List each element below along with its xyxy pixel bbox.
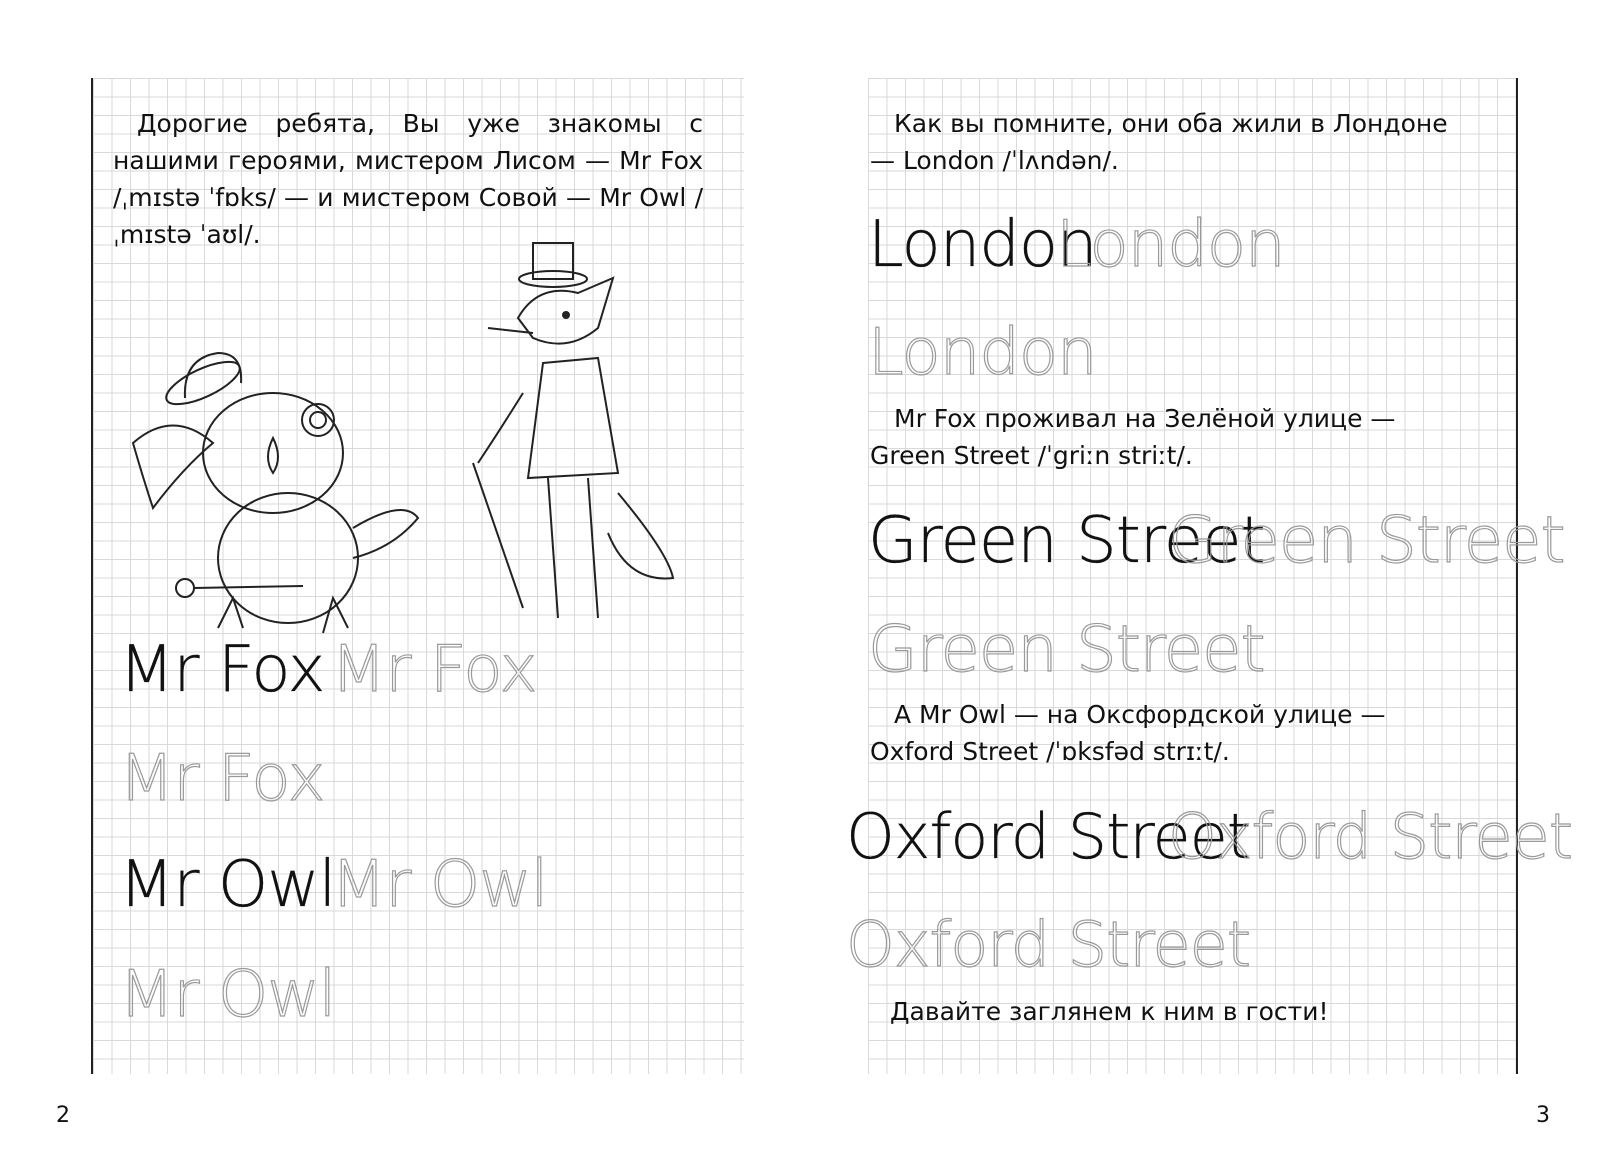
copy-oxford-street-trace-1: Oxford Street [1168,800,1573,873]
copy-mr-fox-trace-1: Mr Fox [331,633,537,707]
owl-illustration-icon [123,348,423,638]
copy-mr-owl-sample: Mr Owl [119,848,336,922]
page-number-right: 3 [1536,1103,1550,1128]
copy-oxford-street-trace-2: Oxford Street [846,908,1251,981]
intro-paragraph: Дорогие ребята, Вы уже знакомы с нашими героями, мистером Лисом — Mr Fox /ˌmɪstə ˈfɒks/ — и мистером Совой — Mr Owl /ˌmɪstə ˈaʊl/. [113,109,703,249]
copy-mr-fox-trace-2: Mr Fox [119,742,325,816]
copy-mr-fox-sample: Mr Fox [119,633,325,707]
copy-london-trace-2: London [868,316,1097,390]
right-page [846,78,1573,1074]
paragraph-green-street: Mr Fox проживал на Зелёной улице — Green Street /ˈgriːn striːt/. [870,404,1396,470]
copy-green-street-trace-2: Green Street [868,613,1265,687]
page-number-left: 2 [56,1103,70,1128]
copy-oxford-street-sample: Oxford Street [846,800,1251,873]
fox-illustration-icon [448,233,678,628]
closing-line: Давайте заглянем к ним в гости! [890,997,1329,1026]
paragraph-oxford-street: А Mr Owl — на Оксфордской улице — Oxford Street /ˈɒksfəd strɪːt/. [870,700,1386,766]
left-page [91,78,744,1074]
copy-mr-owl-trace-1: Mr Owl [331,848,548,922]
copy-london-trace-1: London [1056,208,1285,282]
copy-london-sample: London [868,208,1097,282]
copy-mr-owl-trace-2: Mr Owl [119,958,336,1032]
paragraph-london: Как вы помните, они оба жили в Лондоне — London /ˈlʌndən/. [870,109,1448,175]
copy-green-street-trace-1: Green Street [1168,504,1565,578]
copy-green-street-sample: Green Street [868,504,1265,578]
